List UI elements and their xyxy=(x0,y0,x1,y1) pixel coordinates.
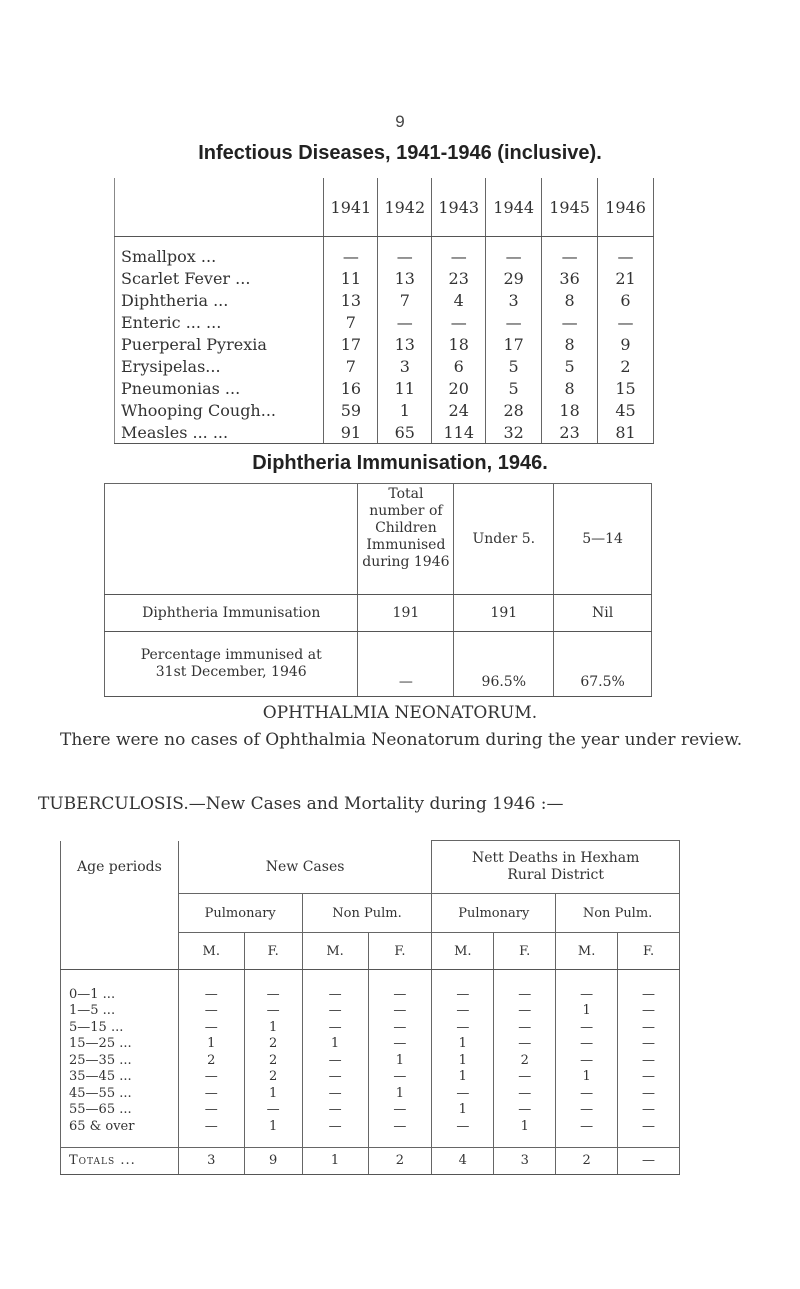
case-count-cell: 4 xyxy=(432,289,486,311)
table-header-row xyxy=(61,841,680,894)
case-count-cell: 15 xyxy=(598,377,654,399)
label-column-header xyxy=(105,484,358,595)
count-cell: — xyxy=(494,986,556,1003)
case-count-cell: 8 xyxy=(542,289,598,311)
case-count-cell: 13 xyxy=(378,267,432,289)
count-cell: 1 xyxy=(244,1019,302,1036)
new-cases-header: New Cases xyxy=(178,841,432,894)
totals-row xyxy=(61,1147,680,1174)
count-cell: — xyxy=(494,1102,556,1119)
count-cell: — xyxy=(556,1019,618,1036)
tuberculosis-table xyxy=(60,840,680,1175)
count-cell: 1 xyxy=(432,1102,494,1119)
total-cell: 3 xyxy=(178,1147,244,1174)
count-cell: — xyxy=(618,1036,680,1053)
table-header-row xyxy=(105,484,652,595)
age-period: 1—5 ... xyxy=(61,1003,179,1020)
count-cell: — xyxy=(178,1019,244,1036)
age-periods-header: Age periods xyxy=(61,841,179,894)
table-row xyxy=(61,1118,680,1135)
table-row xyxy=(115,311,654,333)
case-count-cell: 17 xyxy=(486,333,542,355)
case-count-cell: 29 xyxy=(486,267,542,289)
total-cell: 2 xyxy=(556,1147,618,1174)
count-cell: — xyxy=(556,1036,618,1053)
count-cell: — xyxy=(494,1069,556,1086)
infectious-diseases-table xyxy=(114,178,654,444)
case-count-cell: 11 xyxy=(378,377,432,399)
table-row xyxy=(115,333,654,355)
count-cell: — xyxy=(244,1102,302,1119)
age-period: 35—45 ... xyxy=(61,1069,179,1086)
cell-total: 191 xyxy=(358,595,454,632)
non-pulm-header: Non Pulm. xyxy=(302,894,432,933)
tuberculosis-intro: TUBERCULOSIS.—New Cases and Mortality during 1946 :— xyxy=(38,794,564,814)
count-cell: — xyxy=(556,1118,618,1135)
case-count-cell: 8 xyxy=(542,377,598,399)
table-row xyxy=(61,1052,680,1069)
count-cell: — xyxy=(302,1052,368,1069)
case-count-cell: 65 xyxy=(378,421,432,444)
diphtheria-immunisation-table xyxy=(104,483,652,697)
count-cell: 2 xyxy=(244,1036,302,1053)
case-count-cell: 59 xyxy=(324,399,378,421)
count-cell: — xyxy=(302,986,368,1003)
count-cell: — xyxy=(244,986,302,1003)
case-count-cell: — xyxy=(432,237,486,268)
age-5-14-header: 5—14 xyxy=(554,484,652,595)
table-row xyxy=(115,289,654,311)
disease-name: Smallpox ... xyxy=(115,237,324,268)
case-count-cell: 9 xyxy=(598,333,654,355)
count-cell: 1 xyxy=(244,1085,302,1102)
count-cell: — xyxy=(494,1019,556,1036)
age-period: 0—1 ... xyxy=(61,986,179,1003)
table-row xyxy=(61,1102,680,1119)
male-header: M. xyxy=(302,933,368,970)
case-count-cell: 114 xyxy=(432,421,486,444)
total-cell: 2 xyxy=(368,1147,432,1174)
count-cell: — xyxy=(302,1019,368,1036)
count-cell: — xyxy=(618,986,680,1003)
count-cell: — xyxy=(302,1102,368,1119)
case-count-cell: 18 xyxy=(432,333,486,355)
table-header-row xyxy=(115,178,654,237)
case-count-cell: 13 xyxy=(378,333,432,355)
count-cell: 1 xyxy=(556,1003,618,1020)
cell-under5: 96.5% xyxy=(454,632,554,697)
table-row xyxy=(115,355,654,377)
male-header: M. xyxy=(556,933,618,970)
case-count-cell: 28 xyxy=(486,399,542,421)
year-header: 1945 xyxy=(542,178,598,237)
table-row xyxy=(105,595,652,632)
case-count-cell: 81 xyxy=(598,421,654,444)
table-row xyxy=(115,377,654,399)
female-header: F. xyxy=(494,933,556,970)
count-cell: — xyxy=(494,1085,556,1102)
female-header: F. xyxy=(618,933,680,970)
infectious-diseases-heading: Infectious Diseases, 1941-1946 (inclusive). xyxy=(198,142,602,164)
case-count-cell: 5 xyxy=(542,355,598,377)
non-pulm-header: Non Pulm. xyxy=(556,894,680,933)
year-header: 1943 xyxy=(432,178,486,237)
case-count-cell: — xyxy=(486,237,542,268)
case-count-cell: 8 xyxy=(542,333,598,355)
disease-name: Whooping Cough... xyxy=(115,399,324,421)
count-cell: — xyxy=(618,1003,680,1020)
year-header: 1941 xyxy=(324,178,378,237)
case-count-cell: 7 xyxy=(324,355,378,377)
count-cell: — xyxy=(556,1085,618,1102)
count-cell: — xyxy=(368,1069,432,1086)
page-number: 9 xyxy=(395,112,405,131)
case-count-cell: — xyxy=(378,237,432,268)
count-cell: — xyxy=(178,1085,244,1102)
count-cell: — xyxy=(178,1118,244,1135)
year-header: 1946 xyxy=(598,178,654,237)
table-header-row xyxy=(61,894,680,933)
case-count-cell: 20 xyxy=(432,377,486,399)
count-cell: — xyxy=(244,1003,302,1020)
count-cell: — xyxy=(432,986,494,1003)
count-cell: — xyxy=(368,1036,432,1053)
pulmonary-header: Pulmonary xyxy=(432,894,556,933)
count-cell: 1 xyxy=(432,1069,494,1086)
case-count-cell: 23 xyxy=(542,421,598,444)
count-cell: 1 xyxy=(368,1085,432,1102)
case-count-cell: 21 xyxy=(598,267,654,289)
count-cell: — xyxy=(618,1069,680,1086)
case-count-cell: — xyxy=(598,237,654,268)
case-count-cell: 6 xyxy=(598,289,654,311)
count-cell: — xyxy=(556,986,618,1003)
year-header: 1942 xyxy=(378,178,432,237)
under-5-header: Under 5. xyxy=(454,484,554,595)
age-period: 45—55 ... xyxy=(61,1085,179,1102)
case-count-cell: 6 xyxy=(432,355,486,377)
count-cell: — xyxy=(178,986,244,1003)
case-count-cell: 24 xyxy=(432,399,486,421)
case-count-cell: 1 xyxy=(378,399,432,421)
female-header: F. xyxy=(368,933,432,970)
age-period: 5—15 ... xyxy=(61,1019,179,1036)
row-label: Percentage immunised at 31st December, 1946 xyxy=(105,632,358,697)
total-cell: 9 xyxy=(244,1147,302,1174)
case-count-cell: 3 xyxy=(378,355,432,377)
count-cell: 2 xyxy=(244,1069,302,1086)
count-cell: — xyxy=(368,1019,432,1036)
ophthalmia-text: There were no cases of Ophthalmia Neonatorum during the year under review. xyxy=(60,730,743,750)
case-count-cell: — xyxy=(486,311,542,333)
count-cell: — xyxy=(556,1102,618,1119)
case-count-cell: 7 xyxy=(324,311,378,333)
case-count-cell: 91 xyxy=(324,421,378,444)
total-cell: 4 xyxy=(432,1147,494,1174)
case-count-cell: 36 xyxy=(542,267,598,289)
count-cell: — xyxy=(178,1102,244,1119)
count-cell: 1 xyxy=(556,1069,618,1086)
count-cell: — xyxy=(618,1052,680,1069)
count-cell: 2 xyxy=(494,1052,556,1069)
table-row xyxy=(115,237,654,268)
count-cell: 1 xyxy=(244,1118,302,1135)
count-cell: — xyxy=(556,1052,618,1069)
male-header: M. xyxy=(432,933,494,970)
count-cell: — xyxy=(302,1003,368,1020)
table-row xyxy=(61,1085,680,1102)
case-count-cell: — xyxy=(542,311,598,333)
table-row xyxy=(115,399,654,421)
table-row xyxy=(61,1036,680,1053)
table-row xyxy=(115,421,654,444)
case-count-cell: 7 xyxy=(378,289,432,311)
case-count-cell: 32 xyxy=(486,421,542,444)
count-cell: 1 xyxy=(368,1052,432,1069)
table-header-row xyxy=(61,933,680,970)
row-label: Diphtheria Immunisation xyxy=(105,595,358,632)
count-cell: — xyxy=(302,1085,368,1102)
male-header: M. xyxy=(178,933,244,970)
year-header: 1944 xyxy=(486,178,542,237)
count-cell: 1 xyxy=(178,1036,244,1053)
count-cell: — xyxy=(432,1019,494,1036)
table-row xyxy=(61,1069,680,1086)
case-count-cell: — xyxy=(432,311,486,333)
table-row xyxy=(61,1019,680,1036)
case-count-cell: 18 xyxy=(542,399,598,421)
count-cell: 1 xyxy=(432,1052,494,1069)
count-cell: — xyxy=(178,1069,244,1086)
count-cell: — xyxy=(494,1003,556,1020)
count-cell: — xyxy=(432,1003,494,1020)
age-period: 55—65 ... xyxy=(61,1102,179,1119)
case-count-cell: — xyxy=(324,237,378,268)
count-cell: — xyxy=(494,1036,556,1053)
total-cell: — xyxy=(618,1147,680,1174)
total-immunised-header: Total number of Children Immunised during 1946 xyxy=(358,484,454,595)
count-cell: — xyxy=(432,1118,494,1135)
cell-under5: 191 xyxy=(454,595,554,632)
case-count-cell: 2 xyxy=(598,355,654,377)
diphtheria-immunisation-heading: Diphtheria Immunisation, 1946. xyxy=(252,452,548,474)
age-period: 15—25 ... xyxy=(61,1036,179,1053)
age-period: 25—35 ... xyxy=(61,1052,179,1069)
count-cell: 1 xyxy=(302,1036,368,1053)
table-row xyxy=(105,632,652,697)
count-cell: 2 xyxy=(244,1052,302,1069)
case-count-cell: 23 xyxy=(432,267,486,289)
pulmonary-header: Pulmonary xyxy=(178,894,302,933)
case-count-cell: — xyxy=(598,311,654,333)
disease-name: Puerperal Pyrexia xyxy=(115,333,324,355)
case-count-cell: 45 xyxy=(598,399,654,421)
disease-name: Diphtheria ... xyxy=(115,289,324,311)
count-cell: — xyxy=(618,1019,680,1036)
case-count-cell: 13 xyxy=(324,289,378,311)
disease-name: Pneumonias ... xyxy=(115,377,324,399)
count-cell: 1 xyxy=(494,1118,556,1135)
total-cell: 3 xyxy=(494,1147,556,1174)
disease-name: Scarlet Fever ... xyxy=(115,267,324,289)
cell-5-14: 67.5% xyxy=(554,632,652,697)
case-count-cell: — xyxy=(542,237,598,268)
case-count-cell: 17 xyxy=(324,333,378,355)
count-cell: — xyxy=(178,1003,244,1020)
table-row xyxy=(61,1003,680,1020)
age-period: 65 & over xyxy=(61,1118,179,1135)
case-count-cell: 11 xyxy=(324,267,378,289)
count-cell: — xyxy=(302,1069,368,1086)
count-cell: — xyxy=(368,1102,432,1119)
count-cell: — xyxy=(302,1118,368,1135)
totals-label: Totals ... xyxy=(61,1147,179,1174)
disease-name: Erysipelas... xyxy=(115,355,324,377)
disease-name: Measles ... ... xyxy=(115,421,324,444)
case-count-cell: 5 xyxy=(486,355,542,377)
count-cell: — xyxy=(368,1118,432,1135)
case-count-cell: 5 xyxy=(486,377,542,399)
disease-column-header xyxy=(115,178,324,237)
count-cell: — xyxy=(618,1085,680,1102)
count-cell: — xyxy=(432,1085,494,1102)
disease-name: Enteric ... ... xyxy=(115,311,324,333)
case-count-cell: 16 xyxy=(324,377,378,399)
count-cell: — xyxy=(368,1003,432,1020)
total-cell: 1 xyxy=(302,1147,368,1174)
nett-deaths-header: Nett Deaths in Hexham Rural District xyxy=(432,841,680,894)
count-cell: — xyxy=(618,1102,680,1119)
count-cell: 1 xyxy=(432,1036,494,1053)
case-count-cell: — xyxy=(378,311,432,333)
cell-total: — xyxy=(358,632,454,697)
count-cell: — xyxy=(618,1118,680,1135)
count-cell: 2 xyxy=(178,1052,244,1069)
ophthalmia-heading: OPHTHALMIA NEONATORUM. xyxy=(262,703,538,723)
case-count-cell: 3 xyxy=(486,289,542,311)
table-row xyxy=(61,986,680,1003)
table-row xyxy=(115,267,654,289)
female-header: F. xyxy=(244,933,302,970)
count-cell: — xyxy=(368,986,432,1003)
cell-5-14: Nil xyxy=(554,595,652,632)
